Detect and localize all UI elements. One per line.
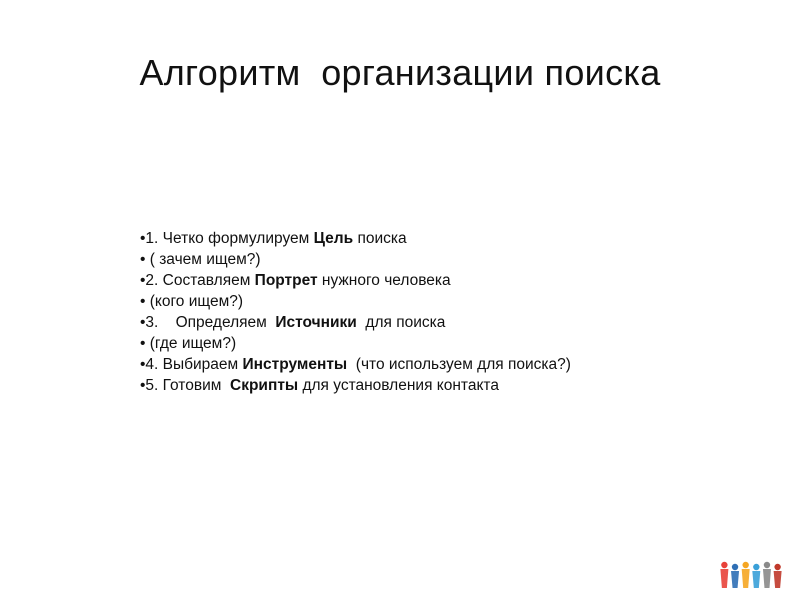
item-text: нужного человека bbox=[317, 272, 451, 289]
item-keyword: Инструменты bbox=[242, 356, 348, 373]
item-text: •2. Составляем bbox=[140, 272, 255, 289]
list-item bbox=[140, 375, 571, 396]
list-item bbox=[140, 228, 571, 249]
item-keyword: Цель bbox=[313, 230, 354, 247]
slide-title: Алгоритм организации поиска bbox=[139, 52, 661, 93]
item-keyword: Скрипты bbox=[230, 377, 299, 394]
item-text: •5. Готовим bbox=[140, 377, 231, 394]
item-text: (что используем для поиска?) bbox=[347, 356, 571, 373]
item-text: •1. Четко формулируем bbox=[140, 230, 314, 247]
list-item bbox=[140, 333, 571, 354]
list-item bbox=[140, 291, 571, 312]
item-text: • (кого ищем?) bbox=[140, 293, 244, 310]
list-item bbox=[140, 354, 571, 375]
item-text: поиска bbox=[353, 230, 407, 247]
list-item bbox=[140, 312, 571, 333]
item-keyword: Портрет bbox=[254, 272, 318, 289]
bullet-list bbox=[140, 228, 571, 396]
item-text: •3. Определяем bbox=[140, 314, 276, 331]
item-text: для поиска bbox=[356, 314, 446, 331]
item-text: для установления контакта bbox=[298, 377, 499, 394]
item-text: • (где ищем?) bbox=[140, 335, 237, 352]
item-text: • ( зачем ищем?) bbox=[140, 251, 261, 268]
people-group-logo-icon bbox=[718, 558, 784, 590]
list-item bbox=[140, 249, 571, 270]
item-text: •4. Выбираем bbox=[140, 356, 243, 373]
list-item bbox=[140, 270, 571, 291]
item-keyword: Источники bbox=[275, 314, 357, 331]
